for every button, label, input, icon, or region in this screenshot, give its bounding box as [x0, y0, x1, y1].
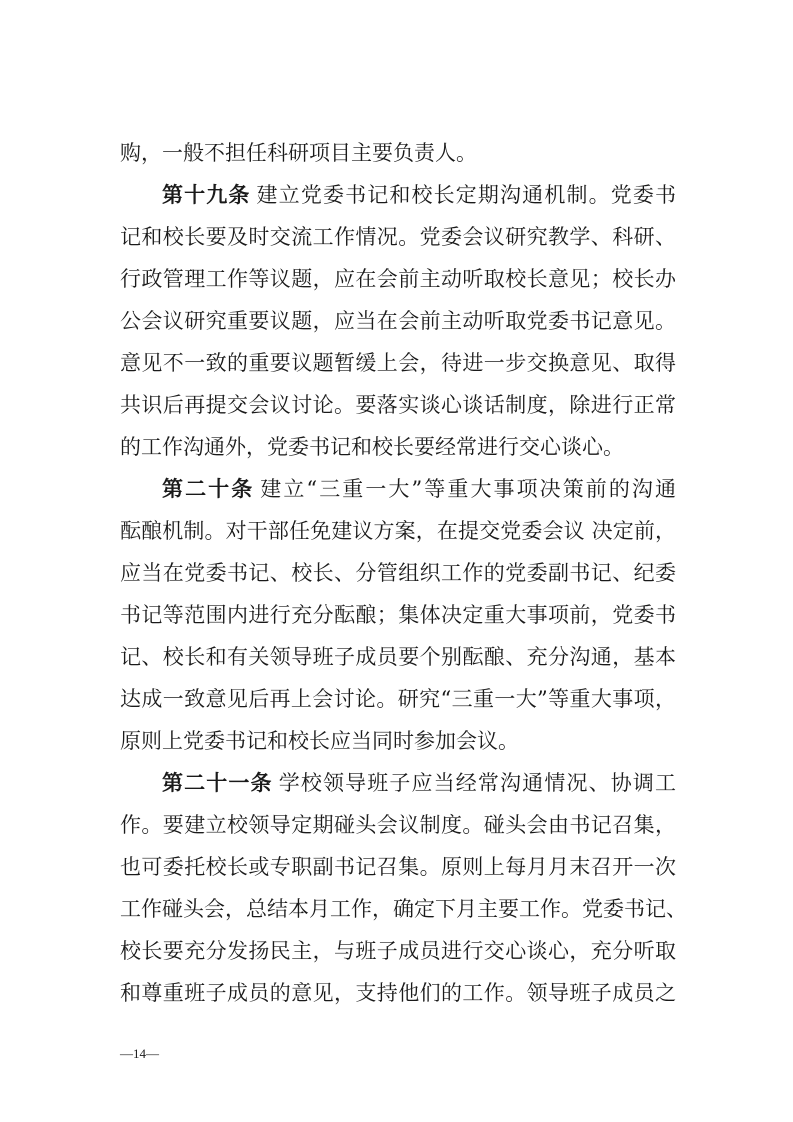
text-line: 的工作沟通外，党委书记和校长要经常进行交心谈心。 — [120, 435, 624, 459]
text-line: 共识后再提交会议讨论。要落实谈心谈话制度，除进行正常 — [120, 393, 676, 417]
text-line: 工作碰头会，总结本月工作，确定下月主要工作。党委书记、 — [120, 897, 687, 921]
article-number: 第二十条 — [162, 477, 255, 501]
text-line: 原则上党委书记和校长应当同时参加会议。 — [120, 729, 519, 753]
text-line: 应当在党委书记、校长、分管组织工作的党委副书记、纪委 — [120, 561, 676, 585]
text-line: 记和校长要及时交流工作情况。党委会议研究教学、科研、 — [120, 225, 676, 249]
text-line: 购，一般不担任科研项目主要负责人。 — [120, 141, 477, 165]
text-line: 意见不一致的重要议题暂缓上会，待进一步交换意见、取得 — [120, 351, 676, 375]
article-number: 第二十一条 — [162, 771, 273, 795]
text-line: 和尊重班子成员的意见，支持他们的工作。领导班子成员之 — [120, 981, 676, 1005]
text-line: 公会议研究重要议题，应当在会前主动听取党委书记意见。 — [120, 309, 676, 333]
text-line: 行政管理工作等议题，应在会前主动听取校长意见；校长办 — [120, 267, 676, 291]
page-number: —14— — [120, 1046, 159, 1061]
text-line: 作。要建立校领导定期碰头会议制度。碰头会由书记召集， — [120, 813, 676, 837]
article-heading-line: 第二十条 建立“三重一大”等重大事项决策前的沟通 — [162, 477, 676, 501]
article-heading-line: 第二十一条 学校领导班子应当经常沟通情况、协调工 — [162, 771, 677, 795]
article-heading-line: 第十九条 建立党委书记和校长定期沟通机制。党委书 — [162, 183, 676, 207]
text-line: 校长要充分发扬民主，与班子成员进行交心谈心，充分听取 — [120, 939, 676, 963]
text-line: 书记等范围内进行充分酝酿；集体决定重大事项前，党委书 — [120, 603, 676, 627]
text-line: 也可委托校长或专职副书记召集。原则上每月月末召开一次 — [120, 855, 676, 879]
text-line: 酝酿机制。对干部任免建议方案，在提交党委会议 决定前， — [120, 519, 676, 543]
article-number: 第十九条 — [162, 183, 251, 207]
text-line: 记、校长和有关领导班子成员要个别酝酿、充分沟通，基本 — [120, 645, 676, 669]
text-line: 达成一致意见后再上会讨论。研究“三重一大”等重大事项， — [120, 687, 676, 711]
